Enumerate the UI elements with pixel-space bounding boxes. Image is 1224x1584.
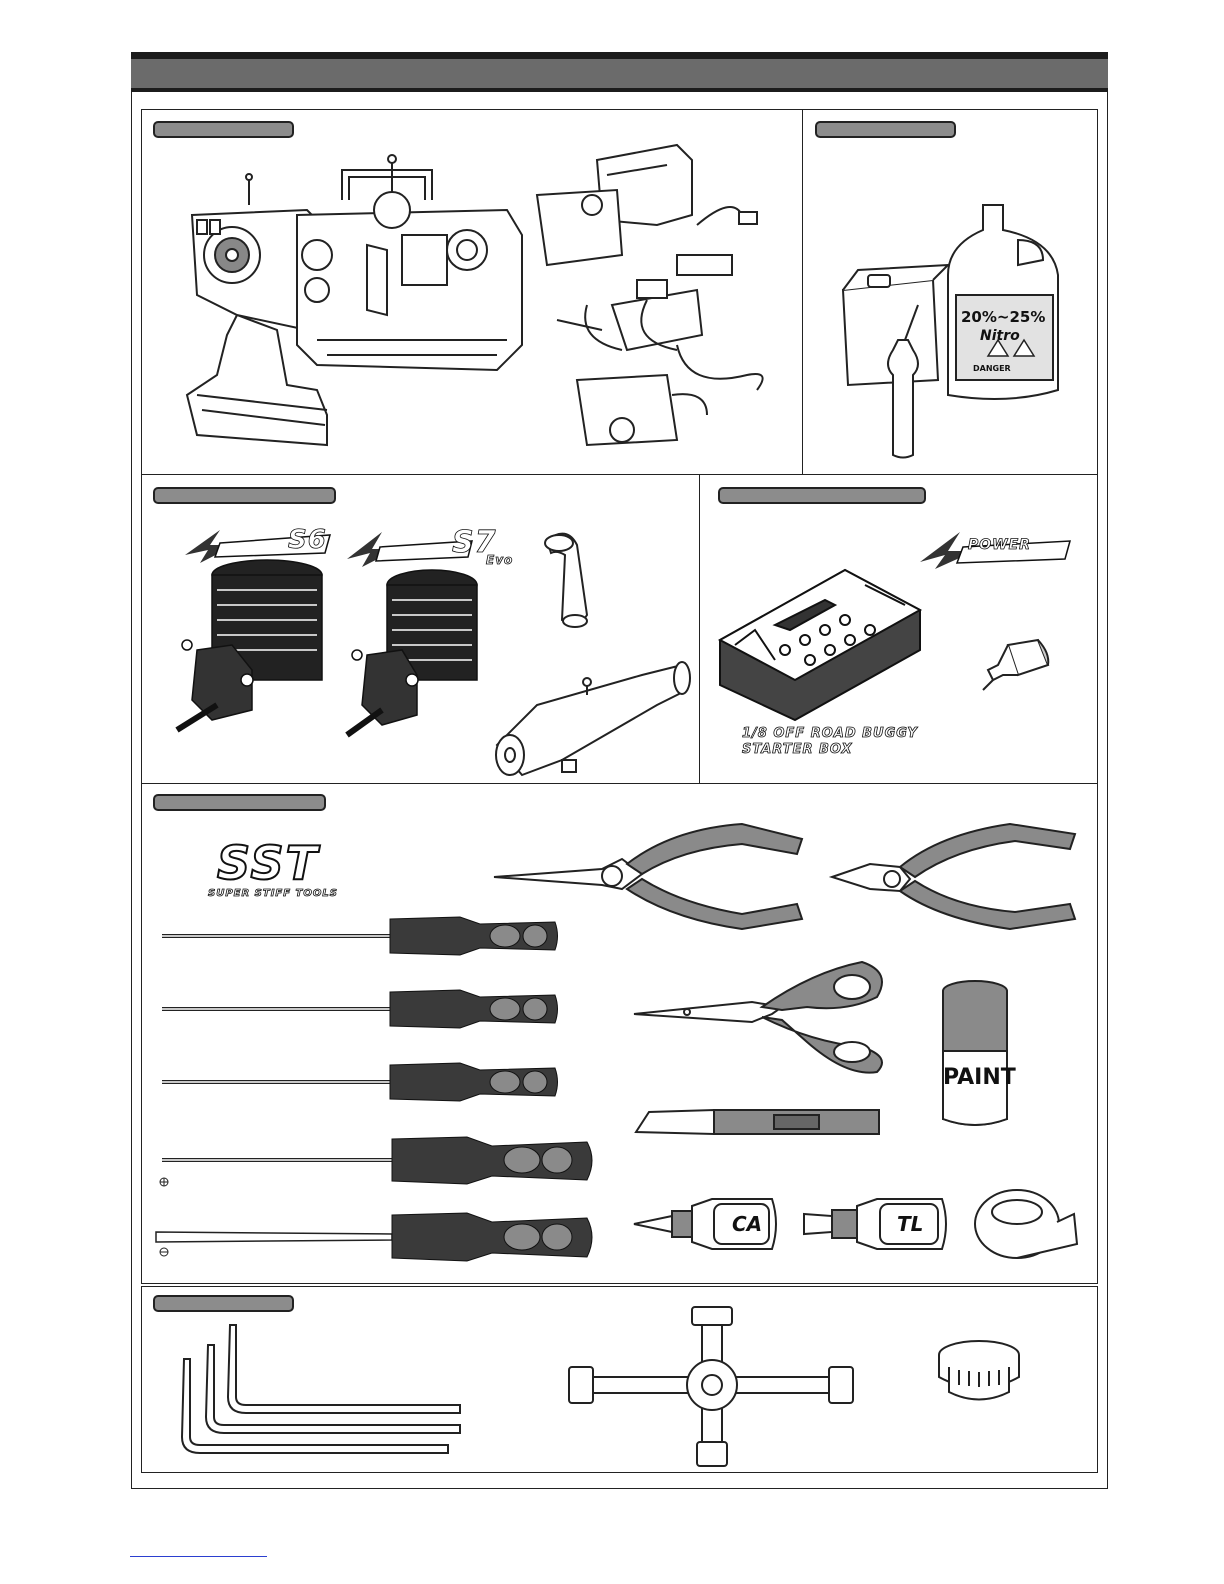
radio-panel [141, 109, 804, 476]
allen-wrench-set[interactable] [180, 1317, 480, 1467]
radio-section-label [153, 121, 294, 138]
glow-plug-illustration [978, 635, 1058, 695]
starter-brand-text: POWER [968, 537, 1031, 553]
body-scissors[interactable] [632, 952, 892, 1082]
fuel-section-label [815, 121, 956, 138]
sst-logo: SST [217, 836, 319, 890]
starter-panel [699, 474, 1098, 785]
transmitter-illustration [177, 155, 537, 455]
fuel-panel [802, 109, 1098, 476]
flywheel-nut [934, 1337, 1024, 1407]
header-bar [131, 52, 1108, 92]
hobby-knife[interactable] [634, 1107, 884, 1137]
engine-model-evo: Evo [486, 553, 514, 567]
tools-panel [141, 783, 1098, 1284]
needle-nose-pliers[interactable] [492, 819, 812, 939]
sst-logo-subtitle: SUPER STIFF TOOLS [208, 888, 338, 899]
threadlock-bottle [802, 1194, 952, 1254]
starter-caption-line2: STARTER BOX [742, 742, 853, 757]
exhaust-header-illustration [537, 525, 607, 635]
fuel-percentage-text: 20%~25% [961, 308, 1046, 326]
side-cutters[interactable] [830, 819, 1080, 939]
footer-link-underline[interactable] [130, 1556, 267, 1557]
engine-panel [141, 474, 701, 785]
included-tools-panel [141, 1286, 1098, 1473]
hex-driver-2[interactable] [160, 987, 560, 1037]
paint-can [937, 979, 1017, 1129]
engine-model-s6: S6 [288, 525, 327, 555]
fuel-nitro-text: Nitro [980, 328, 1020, 344]
cross-wrench[interactable] [567, 1307, 857, 1467]
fuel-containers-illustration [838, 200, 1078, 460]
flat-screwdriver[interactable] [154, 1210, 594, 1270]
starter-section-label [718, 487, 926, 504]
receiver-servo-illustration [517, 140, 777, 460]
included-tools-section-label [153, 1295, 294, 1312]
starter-caption-line1: 1/8 OFF ROAD BUGGY [742, 726, 918, 741]
ca-glue-label: CA [732, 1212, 763, 1236]
tools-section-label [153, 794, 326, 811]
hex-driver-3[interactable] [160, 1060, 560, 1110]
threadlock-label: TL [897, 1212, 924, 1236]
tape-roll [972, 1184, 1082, 1264]
engine-section-label [153, 487, 336, 504]
engine-s6-illustration [172, 560, 322, 750]
starter-box-illustration [715, 565, 925, 725]
fuel-danger-text: DANGER [973, 364, 1011, 373]
engine-s7-illustration [342, 570, 492, 760]
phillips-screwdriver[interactable] [157, 1134, 597, 1194]
engine-model-s7: S7 [452, 525, 497, 560]
exhaust-pipe-illustration [492, 660, 692, 780]
paint-can-label: PAINT [943, 1065, 1016, 1090]
